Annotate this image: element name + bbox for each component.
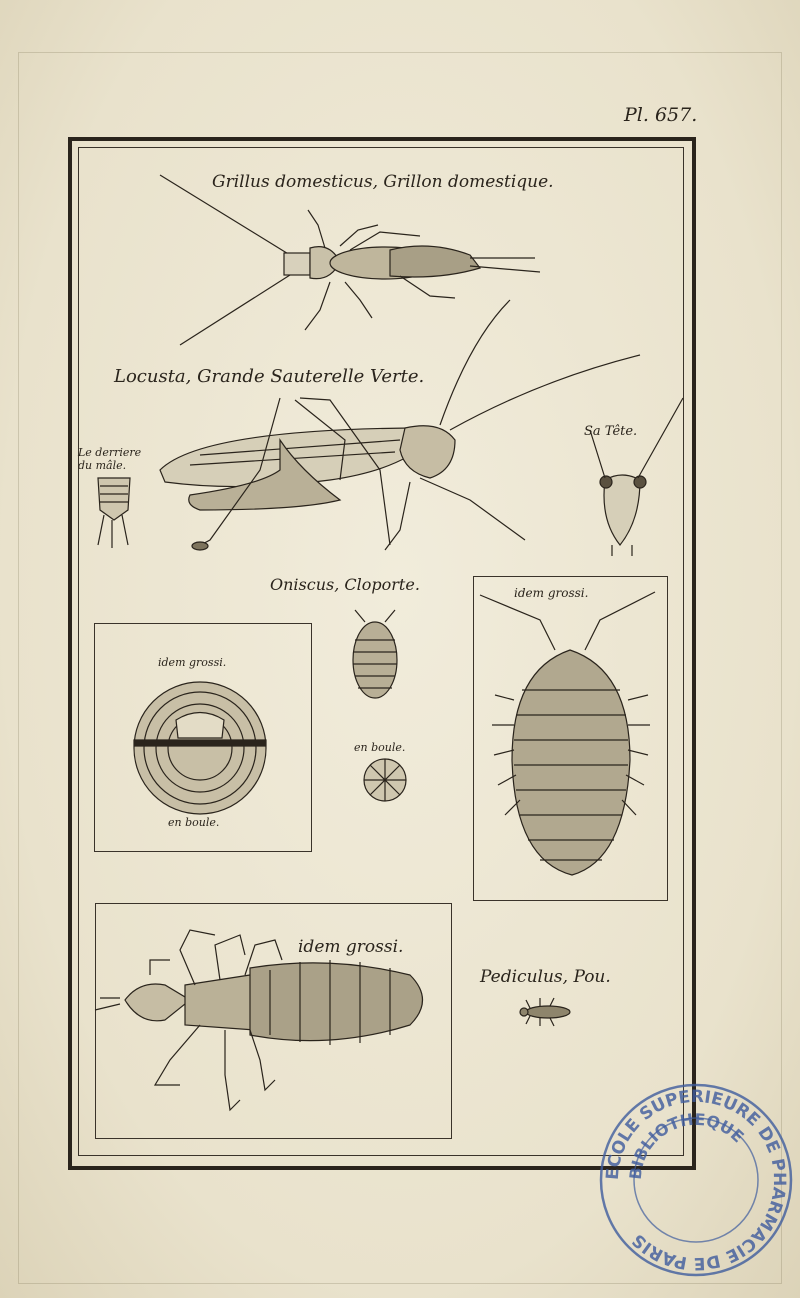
caption-idem-grossi-sphere: idem grossi. bbox=[158, 656, 227, 669]
male-abdomen-illustration bbox=[98, 478, 130, 548]
stamp-outer-text: ECOLE SUPERIEURE DE PHARMACIE DE PARIS bbox=[602, 1086, 790, 1274]
small-louse-illustration bbox=[520, 998, 570, 1026]
caption-en-boule-small: en boule. bbox=[354, 741, 406, 754]
caption-idem-grossi-louse: idem grossi. bbox=[298, 937, 404, 957]
cricket-illustration bbox=[160, 175, 540, 345]
caption-head: Sa Tête. bbox=[584, 424, 638, 439]
library-stamp bbox=[596, 1075, 796, 1285]
caption-pediculus: Pediculus, Pou. bbox=[480, 967, 611, 987]
small-woodlouse-illustration bbox=[353, 610, 397, 698]
caption-idem-grossi-woodlouse: idem grossi. bbox=[514, 586, 589, 600]
caption-locusta: Locusta, Grande Sauterelle Verte. bbox=[114, 366, 425, 387]
small-rolled-woodlouse-illustration bbox=[364, 759, 406, 801]
caption-en-boule-large: en boule. bbox=[168, 816, 220, 829]
caption-male-rear: Le derriere du mâle. bbox=[78, 446, 142, 472]
grasshopper-head-illustration bbox=[590, 398, 683, 556]
plate-number: Pl. 657. bbox=[624, 104, 698, 126]
caption-oniscus: Oniscus, Cloporte. bbox=[270, 575, 420, 594]
stamp-inner-text: BIBLIOTHEQUE bbox=[625, 1109, 748, 1181]
grasshopper-illustration bbox=[160, 300, 640, 550]
caption-grillus: Grillus domesticus, Grillon domestique. bbox=[212, 172, 554, 192]
enlarged-woodlouse-illustration bbox=[480, 592, 655, 875]
enlarged-rolled-woodlouse-illustration bbox=[134, 682, 266, 814]
enlarged-louse-illustration bbox=[95, 930, 423, 1110]
